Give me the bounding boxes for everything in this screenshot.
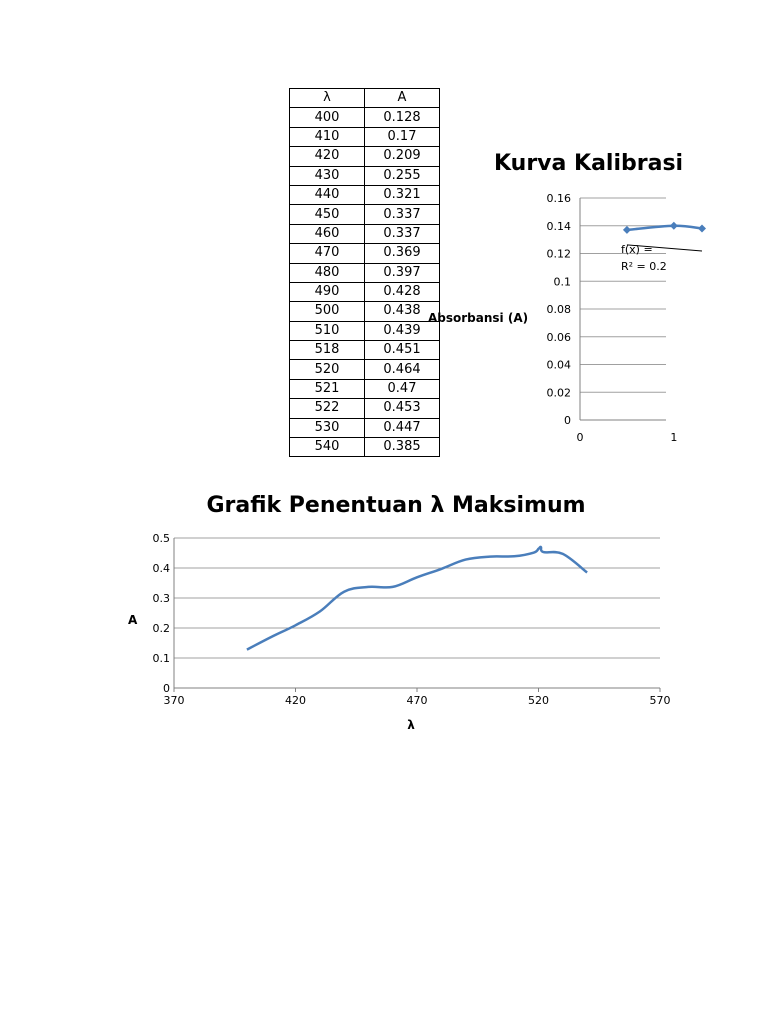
cell-lambda: 470 (290, 244, 365, 263)
cell-absorbance: 0.453 (365, 399, 440, 418)
table-header-row (290, 89, 440, 108)
cell-absorbance: 0.209 (365, 147, 440, 166)
cell-lambda: 510 (290, 321, 365, 340)
cell-absorbance: 0.47 (365, 379, 440, 398)
cell-absorbance: 0.337 (365, 224, 440, 243)
data-point-marker (623, 226, 631, 234)
table-row (290, 282, 440, 301)
y-tick-label: 0.3 (152, 592, 170, 605)
header-absorbance: A (365, 89, 440, 108)
cell-absorbance: 0.464 (365, 360, 440, 379)
table-row (290, 302, 440, 321)
y-tick-label: 0.04 (546, 358, 571, 372)
y-tick-label: 0 (564, 414, 571, 427)
x-tick-label: 370 (163, 694, 185, 707)
table-row (290, 127, 440, 146)
cell-lambda: 450 (290, 205, 365, 224)
y-tick-label: 0.02 (546, 386, 571, 400)
x-tick-label: 470 (406, 694, 428, 707)
y-tick-label: 0.1 (152, 652, 170, 665)
table-row (290, 341, 440, 360)
cell-absorbance: 0.337 (365, 205, 440, 224)
x-tick-label: 1 (670, 431, 678, 444)
cell-lambda: 500 (290, 302, 365, 321)
calibration-chart (420, 140, 720, 450)
cell-lambda: 430 (290, 166, 365, 185)
cell-absorbance: 0.255 (365, 166, 440, 185)
y-tick-label: 0.08 (546, 303, 571, 316)
y-tick-label: 0.5 (152, 532, 170, 545)
table-row (290, 360, 440, 379)
cell-lambda: 490 (290, 282, 365, 301)
y-tick-label: 0.06 (546, 330, 571, 344)
table-row (290, 418, 440, 437)
table-row (290, 205, 440, 224)
cell-lambda: 410 (290, 127, 365, 146)
trend-equation: f(x) = (621, 243, 653, 256)
calibration-series-line (627, 226, 702, 230)
table-row (290, 438, 440, 457)
cell-lambda: 400 (290, 108, 365, 127)
cell-absorbance: 0.369 (365, 244, 440, 263)
y-tick-label: 0.16 (546, 192, 571, 205)
table-row (290, 108, 440, 127)
calibration-chart-region (420, 140, 684, 450)
x-tick-label: 0 (576, 431, 584, 444)
cell-absorbance: 0.321 (365, 185, 440, 204)
cell-lambda: 522 (290, 399, 365, 418)
cell-absorbance: 0.438 (365, 302, 440, 321)
cell-absorbance: 0.447 (365, 418, 440, 437)
y-tick-label: 0.4 (152, 562, 170, 575)
y-tick-label: 0.12 (546, 247, 571, 261)
cell-lambda: 460 (290, 224, 365, 243)
table-row (290, 263, 440, 282)
cell-lambda: 480 (290, 263, 365, 282)
table-row (290, 399, 440, 418)
y-tick-label: 0.14 (546, 219, 571, 233)
data-point-marker (670, 222, 678, 230)
cell-lambda: 518 (290, 341, 365, 360)
x-tick-label: 420 (285, 694, 306, 707)
cell-absorbance: 0.17 (365, 127, 440, 146)
trend-r-squared: R² = 0.2 (621, 260, 667, 273)
y-tick-label: 0.1 (553, 275, 571, 289)
cell-lambda: 420 (290, 147, 365, 166)
cell-absorbance: 0.451 (365, 341, 440, 360)
cell-lambda: 530 (290, 418, 365, 437)
y-axis-label: Absorbansi (A) (428, 311, 529, 325)
x-tick-label: 520 (528, 694, 549, 707)
table-row (290, 224, 440, 243)
y-tick-label: 0.2 (152, 622, 170, 635)
table-row (290, 244, 440, 263)
table-row (290, 379, 440, 398)
cell-absorbance: 0.385 (365, 438, 440, 457)
table-row (290, 321, 440, 340)
table-row (290, 166, 440, 185)
table-row (290, 185, 440, 204)
cell-lambda: 540 (290, 438, 365, 457)
cell-lambda: 520 (290, 360, 365, 379)
chart-title: Kurva Kalibrasi (494, 151, 684, 176)
chart-title: Grafik Penentuan λ Maksimum (206, 493, 586, 518)
cell-absorbance: 0.128 (365, 108, 440, 127)
x-tick-label: 570 (649, 694, 671, 707)
cell-absorbance: 0.397 (365, 263, 440, 282)
cell-lambda: 440 (290, 185, 365, 204)
lambda-max-chart (120, 480, 671, 740)
table-row (290, 147, 440, 166)
x-axis-label: λ (407, 718, 415, 732)
data-point-marker (698, 225, 706, 233)
data-table (289, 88, 440, 457)
cell-lambda: 521 (290, 379, 365, 398)
header-lambda: λ (290, 89, 365, 108)
y-axis-label: A (128, 613, 138, 627)
y-tick-label: 0 (163, 682, 170, 695)
cell-absorbance: 0.439 (365, 321, 440, 340)
cell-absorbance: 0.428 (365, 282, 440, 301)
